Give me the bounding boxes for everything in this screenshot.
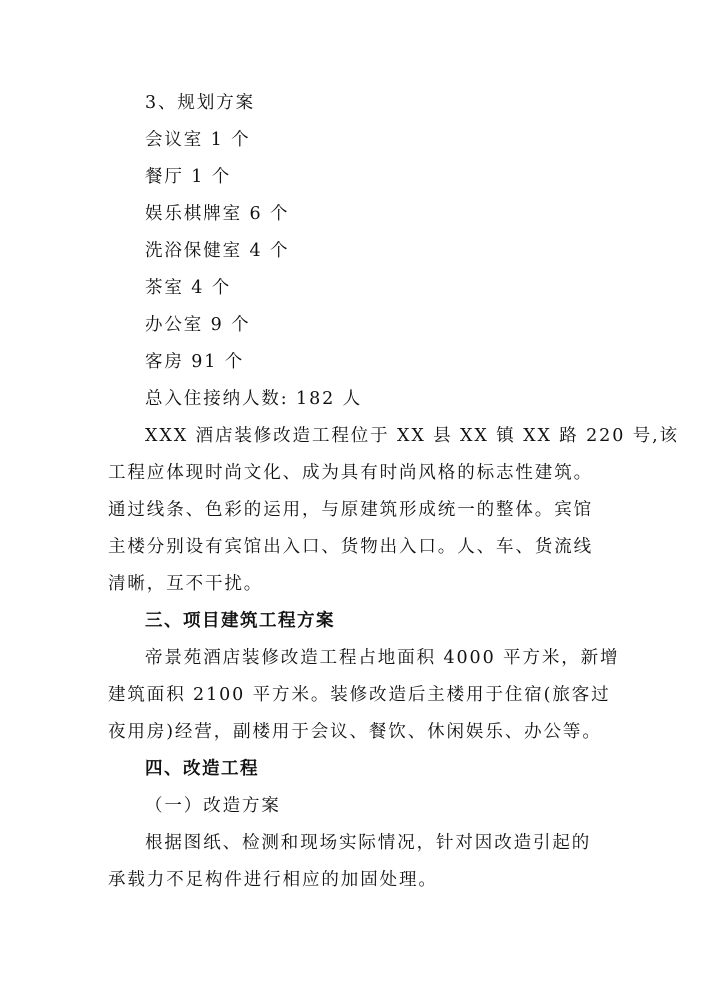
paragraph-line: 工程应体现时尚文化、成为具有时尚风格的标志性建筑。	[108, 463, 593, 483]
paragraph-line: 帝景苑酒店装修改造工程占地面积 4000 平方米，新增	[145, 648, 620, 668]
section-heading-renovation: 四、改造工程	[145, 759, 259, 779]
paragraph-line: 根据图纸、检测和现场实际情况，针对因改造引起的	[145, 833, 592, 853]
paragraph-line: 通过线条、色彩的运用，与原建筑形成统一的整体。宾馆	[108, 500, 593, 520]
entertainment-room-count: 娱乐棋牌室 6 个	[145, 204, 290, 224]
paragraph-line: 承载力不足构件进行相应的加固处理。	[108, 870, 438, 890]
section-heading-architecture: 三、项目建筑工程方案	[145, 611, 335, 631]
paragraph-line: 夜用房)经营，副楼用于会议、餐饮、休闲娱乐、办公等。	[108, 722, 602, 742]
paragraph-line: 清晰，互不干扰。	[108, 574, 264, 594]
paragraph-line: 主楼分别设有宾馆出入口、货物出入口。人、车、货流线	[108, 537, 593, 557]
total-capacity: 总入住接纳人数: 182 人	[145, 389, 363, 409]
paragraph-line: 建筑面积 2100 平方米。装修改造后主楼用于住宿(旅客过	[108, 685, 611, 705]
meeting-room-count: 会议室 1 个	[145, 130, 251, 150]
restaurant-count: 餐厅 1 个	[145, 167, 232, 187]
tea-room-count: 茶室 4 个	[145, 278, 232, 298]
bath-room-count: 洗浴保健室 4 个	[145, 241, 290, 261]
section-3-planning-title: 3、规划方案	[145, 93, 256, 113]
guest-room-count: 客房 91 个	[145, 352, 245, 372]
paragraph-line: XXX 酒店装修改造工程位于 XX 县 XX 镇 XX 路 220 号,该	[145, 426, 679, 446]
subsection-heading-plan: （一）改造方案	[145, 796, 281, 816]
office-count: 办公室 9 个	[145, 315, 251, 335]
